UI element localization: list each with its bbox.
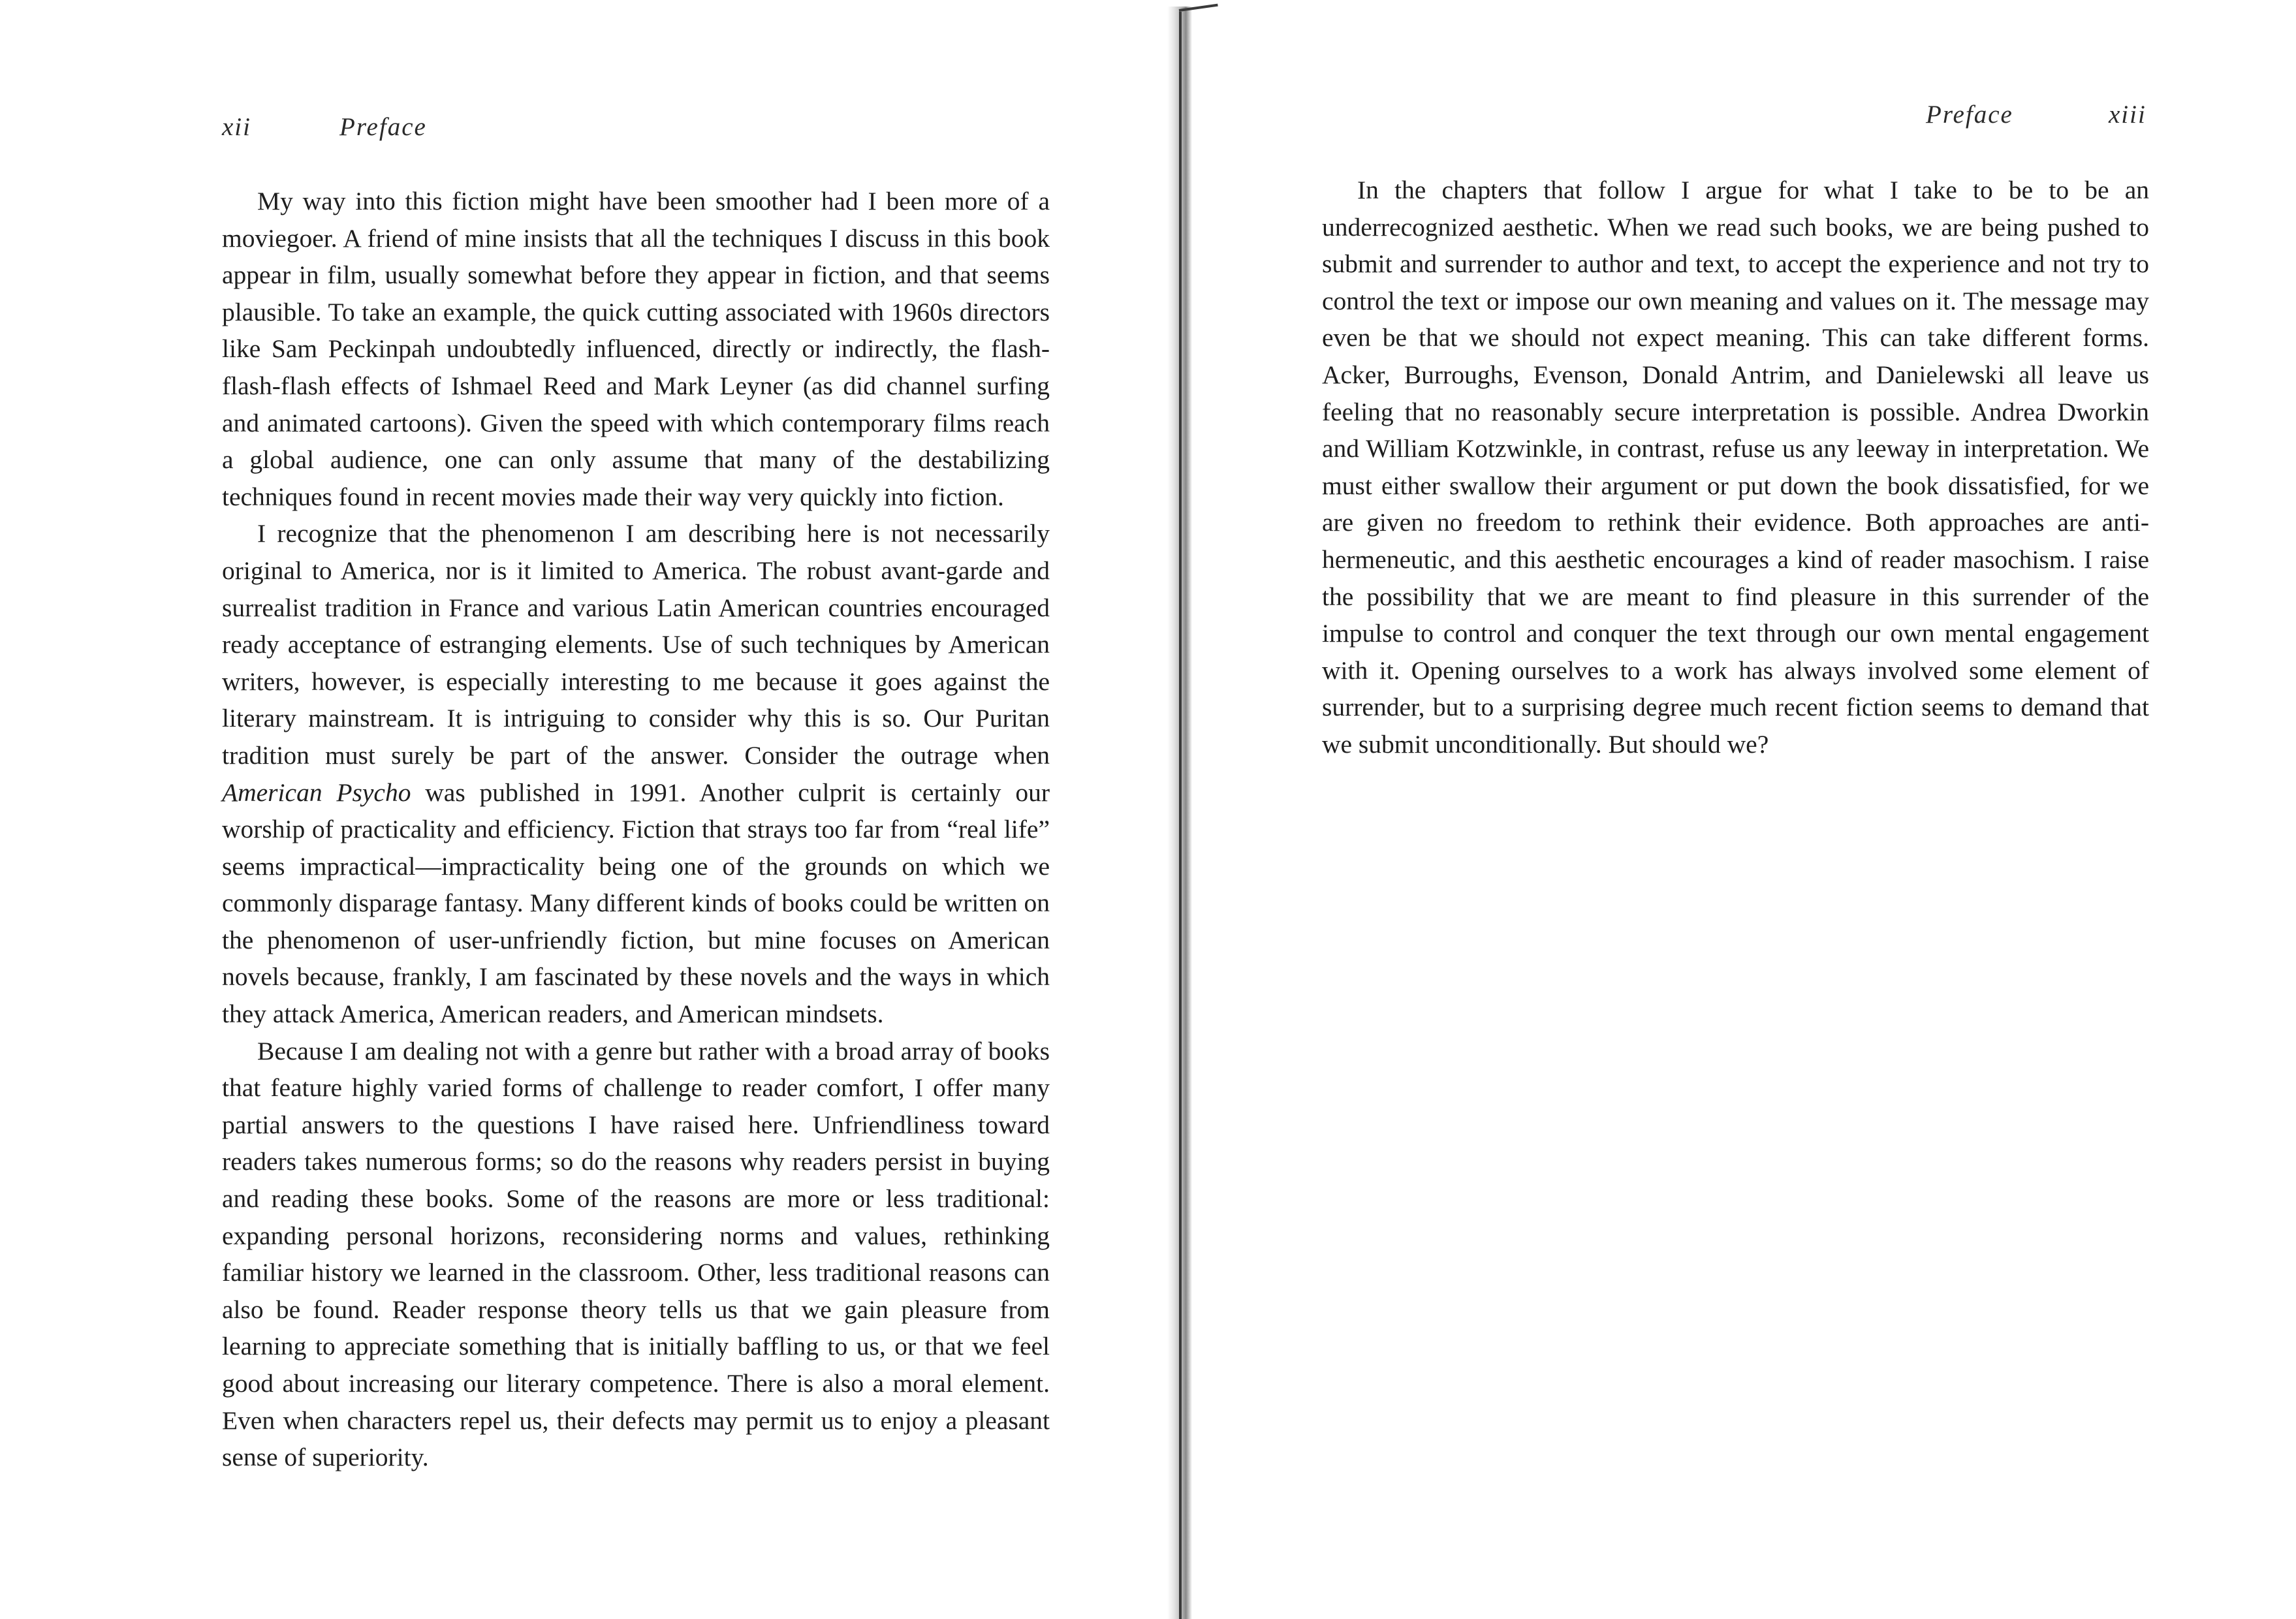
right-page [1195,0,2296,1618]
paragraph-chapters: In the chapters that follow I argue for what I take to be to be an underrecognized aesthetic. When we read such books, we are being pushed to submit and surrender to author and text, to accept the experience and not try to control the text or impose our own meaning and values on it. The message may even be that we should not expect meaning. This can take different forms. Acker, Burroughs, Evenson, Donald Antrim, and Danielewski all leave us feeling that no reasonably secure interpretation is possible. Andrea Dworkin and William Kotzwinkle, in contrast, refuse us any leeway in interpretation. We must either swallow their argument or put down the book dissatisfied, for we are given no freedom to rethink their evidence. Both approaches are anti-hermeneutic, and this aesthetic encourages a kind of reader masochism. I raise the possibility that we are meant to find pleasure in this surrender of the impulse to control and conquer the text through our own mental engagement with it. Opening ourselves to a work has always involved some element of surrender, but to a surprising degree much recent fiction seems to demand that we submit unconditionally. But should we? [1322,176,2149,759]
binding-line [1179,12,1182,1619]
paragraph-america [222,515,1050,1032]
paragraph-america-part-1: I recognize that the phenomenon I am describing here is not necessarily original to America, nor is it limited to America. The robust avant-garde and surrealist tradition in France and various Latin American countries encouraged ready acceptance of estranging elements. Use of such techniques by American writers, however, is especially interesting to me because it goes against the literary mainstream. It is intriguing to consider why this is so. Our Puritan tradition must surely be part of the answer. Consider the outrage when [222,519,1050,770]
left-page-folio: xii [222,113,251,141]
paragraph-moviegoer: My way into this fiction might have been smoother had I been more of a moviegoer. A friend of mine insists that all the techniques I discuss in this book appear in film, usually somewhat before they appear in fiction, and that seems plausible. To take an example, the quick cutting associated with 1960s directors like Sam Peckinpah undoubtedly influenced, directly or indirectly, the flash-flash-flash effects of Ishmael Reed and Mark Leyner (as did channel surfing and animated cartoons). Given the speed with which contemporary films reach a global audience, one can only assume that many of the destabilizing techniques found in recent movies made their way very quickly into fiction. [222,187,1050,511]
paragraph-genre: Because I am dealing not with a genre but rather with a broad array of books that feature highly varied forms of challenge to reader comfort, I offer many partial answers to the questions I have raised here. Unfriendliness toward readers takes numerous forms; so do the reasons why readers persist in buying and reading these books. Some of the reasons are more or less traditional: expanding personal horizons, reconsidering norms and values, rethinking familiar history we learned in the classroom. Other, less traditional reasons can also be found. Reader response theory tells us that we gain pleasure from learning to appreciate something that is initially baffling to us, or that we feel good about increasing our literary competence. There is also a moral element. Even when characters repel us, their defects may permit us to enjoy a pleasant sense of superiority. [222,1036,1050,1472]
left-body-text [222,183,1050,1476]
book-title-american-psycho: American Psycho [222,778,411,807]
left-running-title: Preface [339,113,427,141]
right-page-folio: xiii [2109,101,2147,129]
right-body-text [1322,172,2149,763]
right-running-title: Preface [1926,101,2013,129]
paragraph-america-part-2: was published in 1991. Another culprit is certainly our worship of practicality and efficiency. Fiction that strays too far from “real life” seems impractical—impracticality being one of the grounds on which we commonly disparage fantasy. Many different kinds of books could be written on the phenomenon of user-unfriendly fiction, but mine focuses on American novels because, frankly, I am fascinated by these novels and the ways in which they attack America, American readers, and American mindsets. [222,778,1050,1029]
